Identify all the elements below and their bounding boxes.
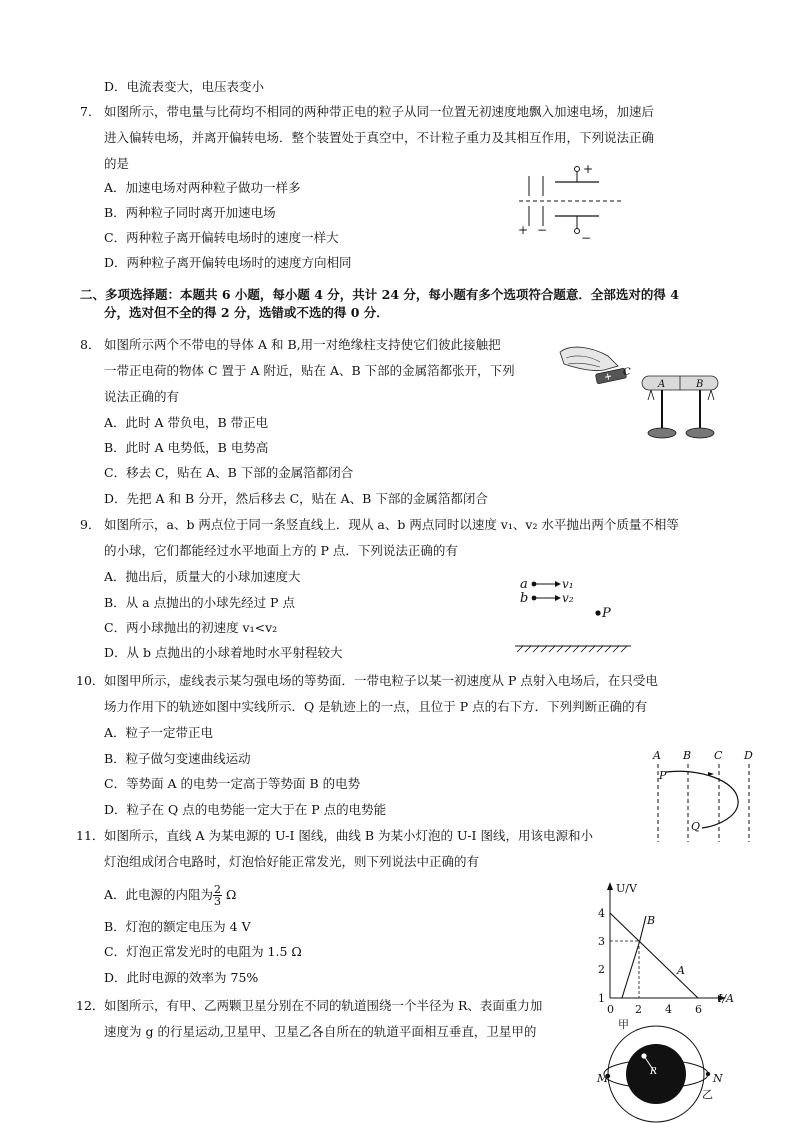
q10-label-d: D (744, 749, 753, 762)
q8-option-c: C．移去 C，贴在 A、B 下部的金属箔都闭合 (104, 465, 354, 480)
q9-label-v1: v₁ (562, 577, 574, 591)
q12-label-yi: 乙 (702, 1088, 713, 1101)
q8-label-b: B (696, 379, 704, 390)
section2-heading-line1: 二、多项选择题：本题共 6 小题，每小题 4 分，共计 24 分，每小题有多个选项符合题意．全部选对的得 4 (80, 287, 679, 302)
q8-number: 8． (80, 337, 101, 352)
q12-label-m: M (597, 1072, 609, 1085)
q10-option-a: A．粒子一定带正电 (104, 725, 214, 740)
q8-option-b: B．此时 A 电势低，B 电势高 (104, 440, 269, 455)
q7-plate-minus-label: − (581, 231, 592, 245)
q7-option-c: C．两种粒子离开偏转电场时的速度一样大 (104, 230, 339, 245)
q11-option-a (104, 884, 236, 907)
q10-label-q: Q (691, 820, 701, 833)
q9-option-a: A．抛出后，质量大的小球加速度大 (104, 569, 301, 584)
q9-label-a: a (520, 577, 528, 592)
q10-equipotential-figure (648, 746, 760, 846)
q10-label-b: B (683, 749, 692, 762)
q9-option-c: C．两小球抛出的初速度 v₁<v₂ (104, 620, 278, 635)
q11-stem-line2: 灯泡组成闭合电路时，灯泡恰好能正常发光，则下列说法中正确的有 (104, 854, 480, 869)
q10-stem-line2: 场力作用下的轨迹如图中实线所示．Q 是轨迹上的一点，且位于 P 点的右下方．下列判断正确的有 (104, 699, 648, 714)
q11-y-axis-label: U/V (616, 882, 637, 895)
q11-x-tick-0: 0 (607, 1003, 614, 1016)
q11-fraction-numerator: 2 (214, 883, 222, 896)
q8-option-a: A．此时 A 带负电，B 带正电 (104, 415, 269, 430)
q8-label-a: A (658, 379, 666, 390)
q7-accel-plus-label: + (518, 223, 529, 237)
q10-option-b: B．粒子做匀变速曲线运动 (104, 751, 251, 766)
q7-option-b: B．两种粒子同时离开加速电场 (104, 205, 276, 220)
q8-label-c: C (623, 367, 631, 378)
q11-option-a-fraction (213, 884, 222, 907)
q7-stem-line1: 如图所示，带电量与比荷均不相同的两种带正电的粒子从同一位置无初速度地飘入加速电场，加速后 (104, 104, 655, 119)
q10-number: 10． (76, 673, 105, 688)
q12-label-n: N (713, 1072, 723, 1085)
q12-number: 12． (76, 998, 105, 1013)
q7-stem-line2: 进入偏转电场，并离开偏转电场．整个装置处于真空中，不计粒子重力及其相互作用，下列说法正确 (104, 130, 655, 145)
q7-plate-plus-label: + (583, 162, 594, 176)
q11-option-b: B．灯泡的额定电压为 4 V (104, 919, 251, 934)
q9-stem-line2: 的小球，它们都能经过水平地面上方的 P 点．下列说法正确的有 (104, 543, 458, 558)
q11-x-tick-2: 2 (635, 1003, 642, 1016)
q11-y-tick-1: 1 (598, 992, 605, 1005)
q9-number: 9． (80, 517, 101, 532)
q12-label-jia: 甲 (618, 1018, 629, 1031)
q10-label-c: C (714, 749, 723, 762)
q11-label-a: A (677, 964, 685, 977)
q9-option-b: B．从 a 点抛出的小球先经过 P 点 (104, 595, 295, 610)
q11-option-c: C．灯泡正常发光时的电阻为 1.5 Ω (104, 944, 302, 959)
q11-option-d: D．此时电源的效率为 75% (104, 970, 259, 985)
q10-stem-line1: 如图甲所示，虚线表示某匀强电场的等势面．一带电粒子以某一初速度从 P 点射入电场后，在只受电 (104, 673, 658, 688)
q10-option-d: D．粒子在 Q 点的电势能一定大于在 P 点的电势能 (104, 802, 387, 817)
q9-label-b: b (520, 591, 529, 606)
q11-stem-line1: 如图所示，直线 A 为某电源的 U-I 图线，曲线 B 为某小灯泡的 U-I 图线，用该电源和小 (104, 828, 593, 843)
q8-conductors-figure (556, 338, 736, 443)
section2-heading-line2: 分，选对但不全的得 2 分，选错或不选的得 0 分． (104, 305, 389, 320)
q9-stem-line1: 如图所示，a、b 两点位于同一条竖直线上．现从 a、b 两点同时以速度 v₁、v₂ 水平抛出两个质量不相等 (104, 517, 679, 532)
q8-stem-line3: 说法正确的有 (104, 389, 180, 404)
q11-label-b: B (647, 914, 656, 927)
q11-ui-graph (594, 880, 744, 1020)
q11-number: 11． (76, 828, 105, 843)
q7-option-d: D．两种粒子离开偏转电场时的速度方向相同 (104, 255, 352, 270)
q11-option-a-text: A．此电源的内阻为 (104, 887, 214, 902)
q12-stem-line2: 速度为 g 的行星运动,卫星甲、卫星乙各自所在的轨道平面相互垂直，卫星甲的 (104, 1024, 537, 1039)
q12-stem-line1: 如图所示，有甲、乙两颗卫星分别在不同的轨道围绕一个半径为 R、表面重力加 (104, 998, 543, 1013)
q8-option-d: D．先把 A 和 B 分开，然后移去 C，贴在 A、B 下部的金属箔都闭合 (104, 491, 488, 506)
q10-label-a: A (653, 749, 661, 762)
q7-deflection-figure (515, 160, 625, 245)
q6-option-d: D．电流表变大，电压表变小 (104, 79, 265, 94)
q11-x-tick-4: 4 (665, 1003, 672, 1016)
q11-y-tick-3: 3 (598, 935, 605, 948)
q12-label-radius: R (650, 1067, 657, 1077)
q7-stem-line3: 的是 (104, 156, 130, 171)
q12-satellite-figure (596, 1016, 736, 1123)
q11-x-axis-label: I/A (718, 992, 734, 1005)
q7-accel-minus-label: − (537, 223, 548, 237)
q9-projectile-figure (515, 572, 635, 654)
q10-label-p: P (659, 769, 667, 782)
q11-y-tick-4: 4 (598, 907, 605, 920)
q8-stem-line1: 如图所示两个不带电的导体 A 和 B,用一对绝缘柱支持使它们彼此接触把 (104, 337, 501, 352)
q11-x-tick-6: 6 (695, 1003, 702, 1016)
q9-option-d: D．从 b 点抛出的小球着地时水平射程较大 (104, 645, 343, 660)
q11-option-a-unit: Ω (226, 887, 237, 902)
q10-option-c: C．等势面 A 的电势一定高于等势面 B 的电势 (104, 776, 361, 791)
q8-stem-line2: 一带正电荷的物体 C 置于 A 附近，贴在 A、B 下部的金属箔都张开，下列 (104, 363, 515, 378)
q7-number: 7． (80, 104, 101, 119)
q9-label-p: P (602, 606, 611, 621)
q11-y-tick-2: 2 (598, 963, 605, 976)
q11-fraction-denominator: 3 (214, 895, 222, 908)
q7-option-a: A．加速电场对两种粒子做功一样多 (104, 180, 301, 195)
q9-label-v2: v₂ (562, 591, 574, 605)
